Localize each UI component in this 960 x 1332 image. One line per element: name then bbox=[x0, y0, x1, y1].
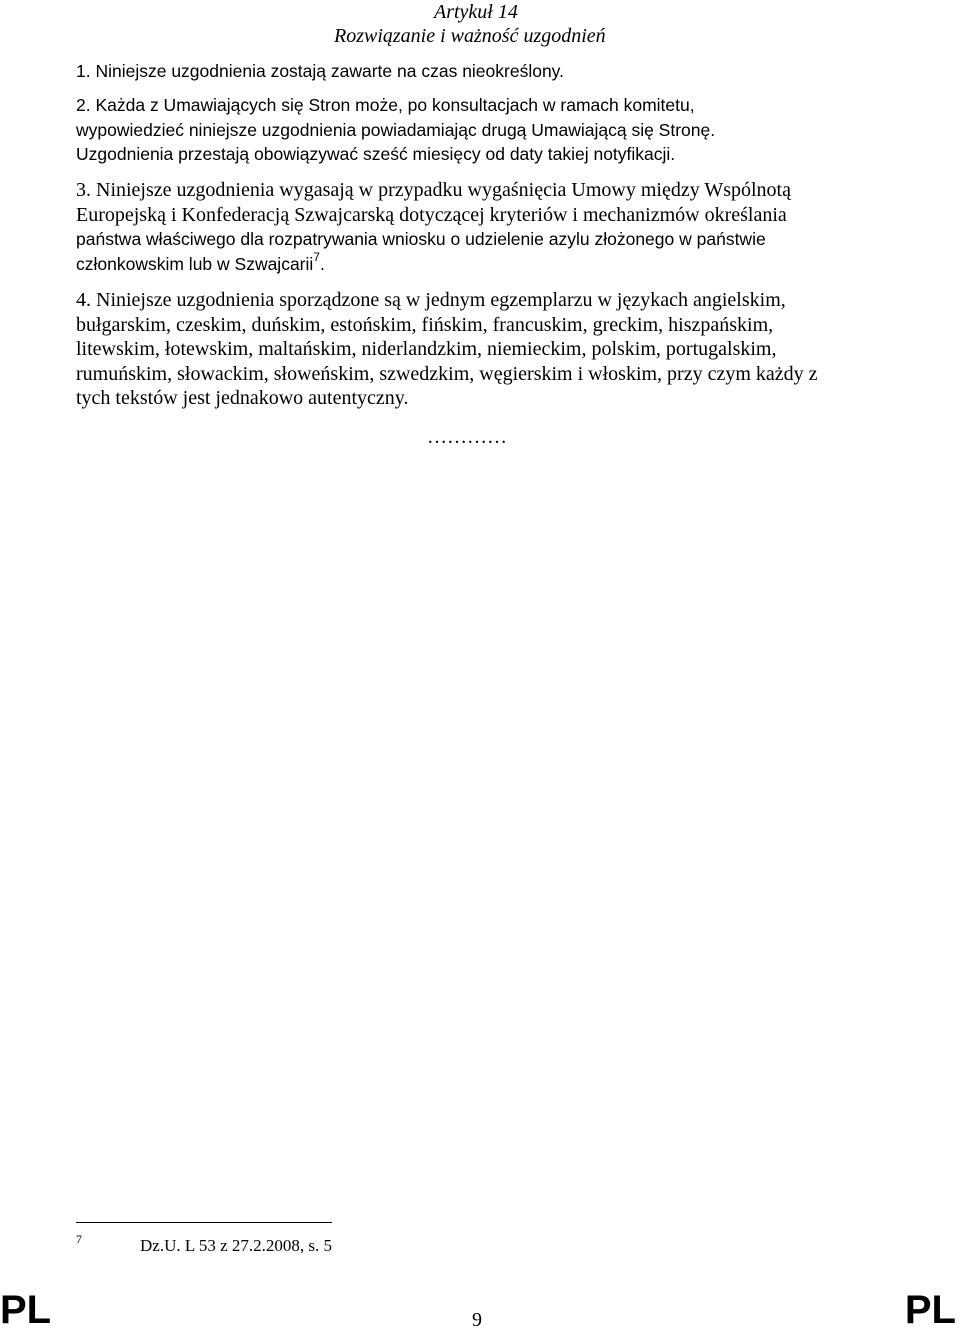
footer-language-label-right: PL bbox=[904, 1288, 956, 1332]
paragraph-line: rumuńskim, słowackim, słoweńskim, szwedzkim, węgierskim i włoskim, przy czym każdy z bbox=[76, 362, 818, 385]
paragraph-end-punctuation: . bbox=[319, 253, 325, 274]
paragraph-text: członkowskim lub w Szwajcarii bbox=[76, 253, 314, 274]
paragraph-4 bbox=[76, 288, 876, 411]
paragraph-line: Uzgodnienia przestają obowiązywać sześć miesięcy od daty takiej notyfikacji. bbox=[76, 144, 676, 164]
page-number: 9 bbox=[472, 1309, 482, 1331]
paragraph-line: litewskim, łotewskim, maltańskim, niderlandzkim, niemieckim, polskim, portugalskim, bbox=[76, 338, 777, 360]
paragraph-2 bbox=[76, 93, 876, 167]
paragraph-line: bułgarskim, czeskim, duńskim, estońskim, fińskim, francuskim, greckim, hiszpańskim, bbox=[76, 313, 774, 336]
paragraph-line: Europejską i Konfederacją Szwajcarską dotyczącej kryteriów i mechanizmów określania bbox=[76, 203, 787, 226]
paragraph-line-last bbox=[76, 249, 876, 277]
paragraph-line: 1. Niniejsze uzgodnienia zostają zawarte na czas nieokreślony. bbox=[76, 61, 565, 81]
footnote-text: Dz.U. L 53 z 27.2.2008, s. 5 bbox=[140, 1236, 333, 1255]
paragraph-line: wypowiedzieć niniejsze uzgodnienia powiadamiając drugą Umawiającą się Stronę. bbox=[76, 119, 716, 140]
paragraph-1 bbox=[76, 59, 876, 84]
footnote-number: 7 bbox=[76, 1232, 82, 1246]
article-subtitle: Rozwiązanie i ważność uzgodnień bbox=[334, 25, 606, 47]
paragraph-line: państwa właściwego dla rozpatrywania wniosku o udzielenie azylu złożonego w państwie bbox=[76, 229, 766, 249]
paragraph-3 bbox=[76, 178, 876, 276]
paragraph-line: 2. Każda z Umawiających się Stron może, po konsultacjach w ramach komitetu, bbox=[76, 95, 695, 115]
paragraph-line: 4. Niniejsze uzgodnienia sporządzone są w jednym egzemplarzu w językach angielskim, bbox=[76, 289, 786, 311]
ellipsis-separator: ………… bbox=[427, 426, 507, 448]
paragraph-line: tych tekstów jest jednakowo autentyczny. bbox=[76, 387, 409, 409]
footnote-divider bbox=[76, 1222, 332, 1223]
article-title: Artykuł 14 bbox=[434, 1, 518, 23]
footer-language-label-left: PL bbox=[0, 1288, 52, 1332]
paragraph-line: 3. Niniejsze uzgodnienia wygasają w przypadku wygaśnięcia Umowy między Wspólnotą bbox=[76, 179, 791, 201]
footnote-reference[interactable]: 7 bbox=[313, 249, 320, 264]
